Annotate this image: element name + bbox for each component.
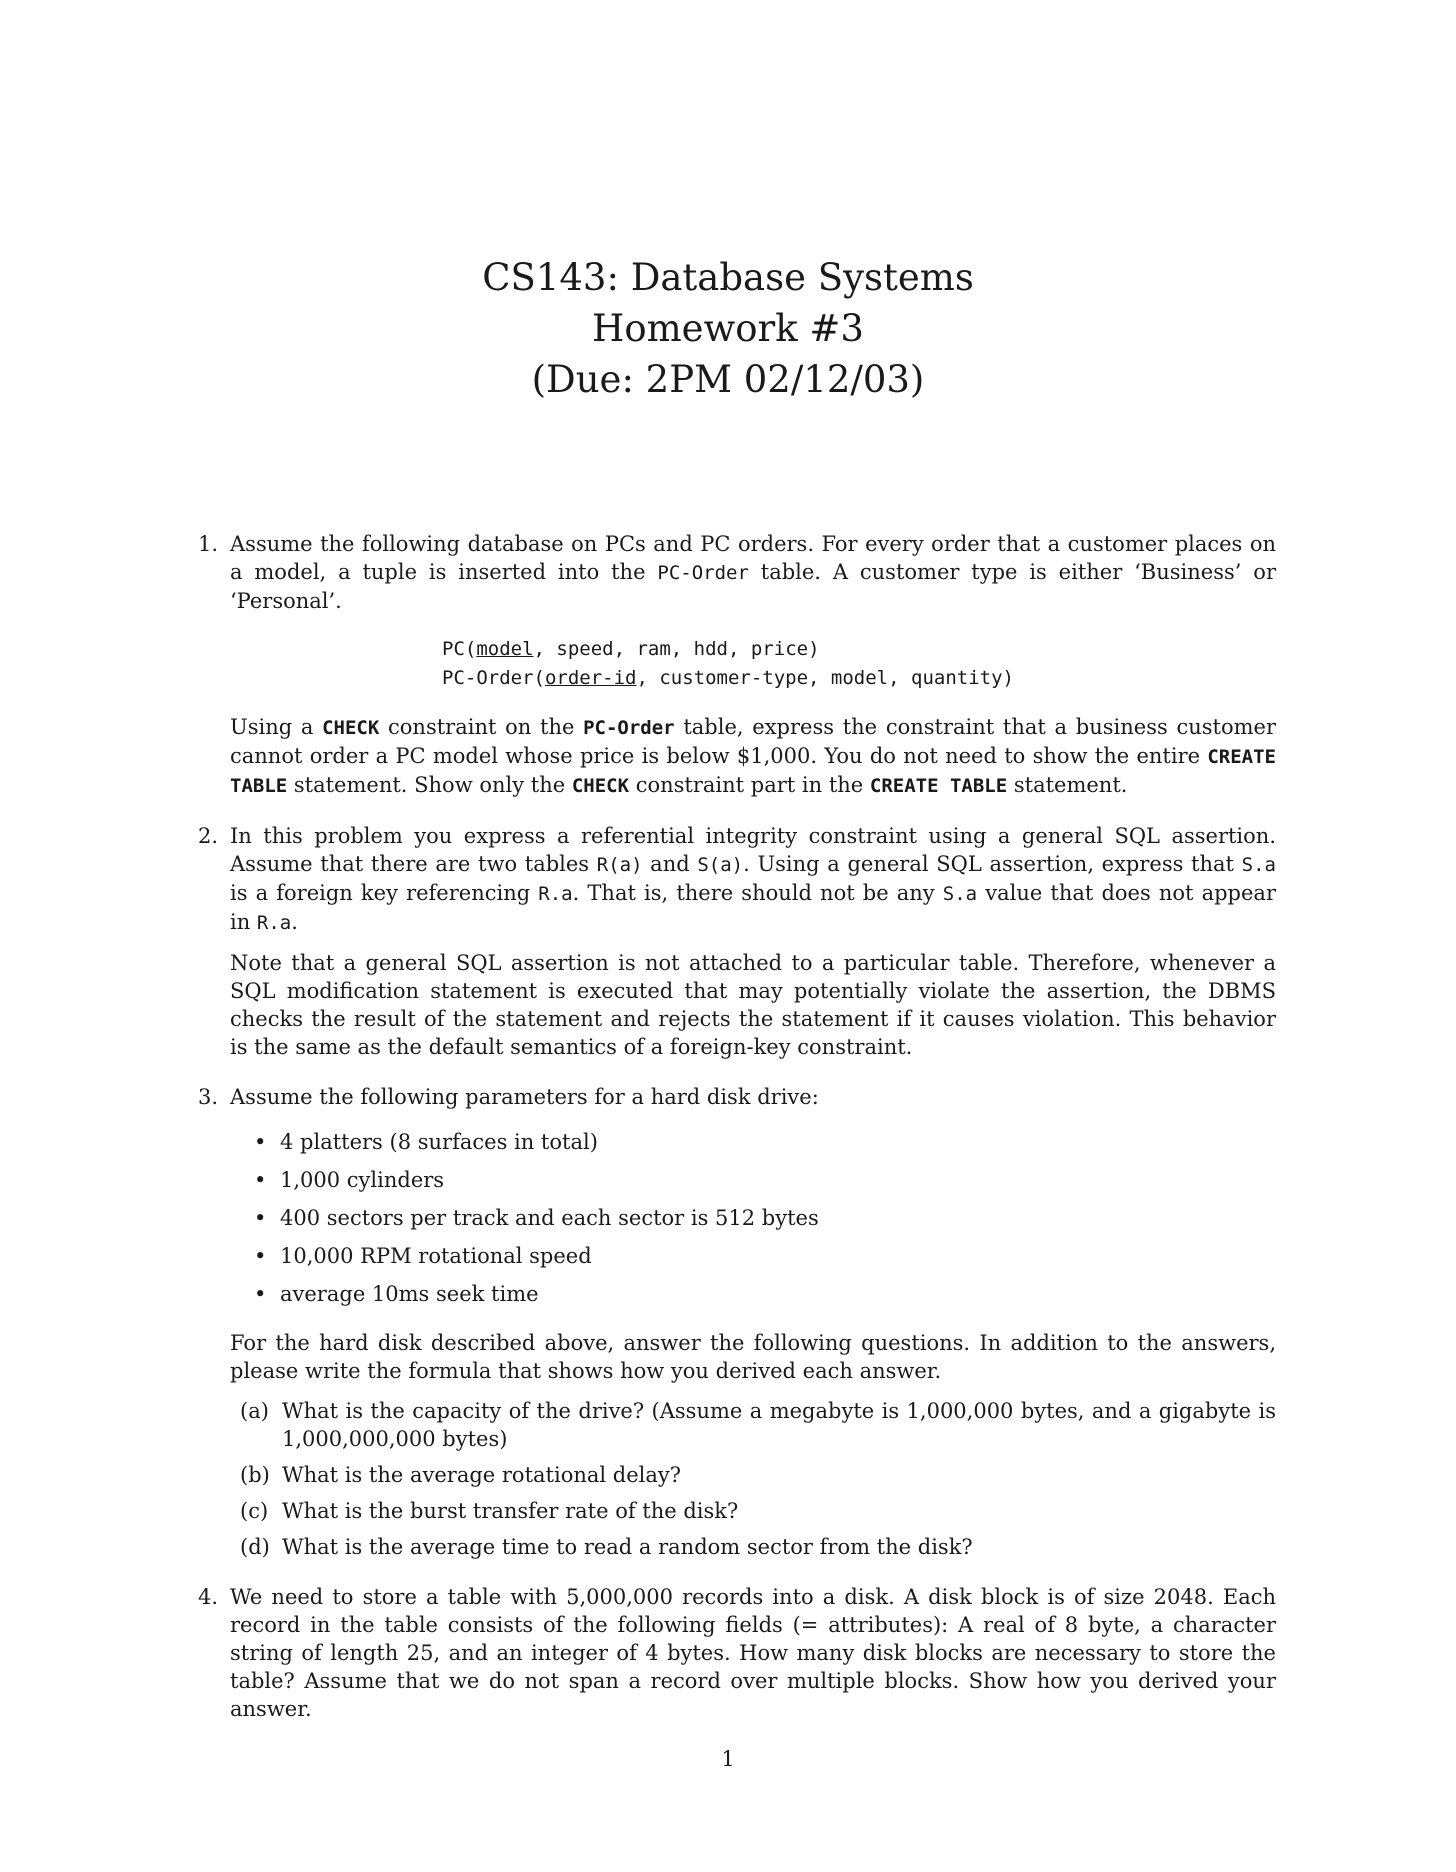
schema-pc: PC(model, speed, ram, hdd, price) bbox=[442, 638, 820, 660]
schema-block bbox=[442, 635, 1276, 693]
problem-number: 2. bbox=[198, 824, 219, 848]
problem-2-note: Note that a general SQL assertion is not attached to a particular table. Therefore, whenever a SQL modification statement is executed that may potentially violate the assertion, the DBMS checks the result of the statement and rejects the statement if it causes violation. This behavior is the same as the default semantics of a foreign-key constraint. bbox=[230, 951, 1276, 1059]
subquestion-c: (c) What is the burst transfer rate of the disk? bbox=[240, 1499, 739, 1523]
problem-number: 3. bbox=[198, 1085, 219, 1109]
problem-2 bbox=[198, 822, 1276, 1061]
subquestion-d: (d) What is the average time to read a random sector from the disk? bbox=[240, 1535, 973, 1559]
schema-pc-order: PC-Order(order-id, customer-type, model, quantity) bbox=[442, 667, 1014, 689]
primary-key: order-id bbox=[544, 667, 637, 689]
subquestion-a: (a) What is the capacity of the drive? (Assume a megabyte is 1,000,000 bytes, and a gigabyte is 1,000,000,000 bytes) bbox=[240, 1399, 1276, 1451]
problem-3-instructions: For the hard disk described above, answer the following questions. In addition to the answers, please write the formula that shows how you derived each answer. bbox=[230, 1331, 1276, 1383]
due-date: (Due: 2PM 02/12/03) bbox=[531, 358, 925, 401]
problem-4 bbox=[198, 1583, 1276, 1723]
document-subtitle: Homework #3 bbox=[592, 307, 864, 350]
problem-number: 1. bbox=[198, 532, 219, 556]
problem-list bbox=[198, 530, 1276, 1745]
inline-code: PC-Order bbox=[657, 562, 749, 584]
list-item: • 400 sectors per track and each sector is 512 bytes bbox=[250, 1199, 1276, 1237]
list-item: • average 10ms seek time bbox=[250, 1275, 1276, 1313]
problem-3-intro: Assume the following parameters for a hard disk drive: bbox=[230, 1085, 819, 1109]
problem-number: 4. bbox=[198, 1585, 219, 1609]
title-block bbox=[0, 252, 1456, 405]
subquestion-b: (b) What is the average rotational delay? bbox=[240, 1463, 681, 1487]
problem-4-body: We need to store a table with 5,000,000 records into a disk. A disk block is of size 2048. Each record in the table consists of the following fields (= attributes): A real of 8 byte, a character string of length 25, and an integer of 4 bytes. How many disk blocks are necessary to store the table? Assume that we do not span a record over multiple blocks. Show how you derived your answer. bbox=[230, 1585, 1276, 1721]
page-number: 1 bbox=[721, 1747, 735, 1771]
problem-3 bbox=[198, 1083, 1276, 1561]
problem-1-body: Using a CHECK constraint on the PC-Order table, express the constraint that a business customer cannot order a PC model whose price is below $1,000. You do not need to show the entire CREATE TABLE statement. Show only the CHECK constraint part in the CREATE TABLE statement. bbox=[230, 715, 1276, 797]
primary-key: model bbox=[476, 638, 534, 660]
problem-1 bbox=[198, 530, 1276, 800]
list-item: • 10,000 RPM rotational speed bbox=[250, 1237, 1276, 1275]
list-item: • 1,000 cylinders bbox=[250, 1161, 1276, 1199]
document-title: CS143: Database Systems bbox=[482, 256, 974, 299]
list-item: • 4 platters (8 surfaces in total) bbox=[250, 1123, 1276, 1161]
problem-1-intro: Assume the following database on PCs and PC orders. For every order that a customer places on a model, a tuple is inserted into the PC-Order table. A customer type is either ‘Business’ or ‘Personal’. bbox=[230, 532, 1276, 613]
problem-2-body: In this problem you express a referential integrity constraint using a general SQL assertion. Assume that there are two tables R(a) and S(a). Using a general SQL assertion, express that S.a is a foreign key referencing R.a. That is, there should not be any S.a value that does not appear in R.a. bbox=[230, 824, 1276, 934]
disk-parameters bbox=[250, 1123, 1276, 1313]
